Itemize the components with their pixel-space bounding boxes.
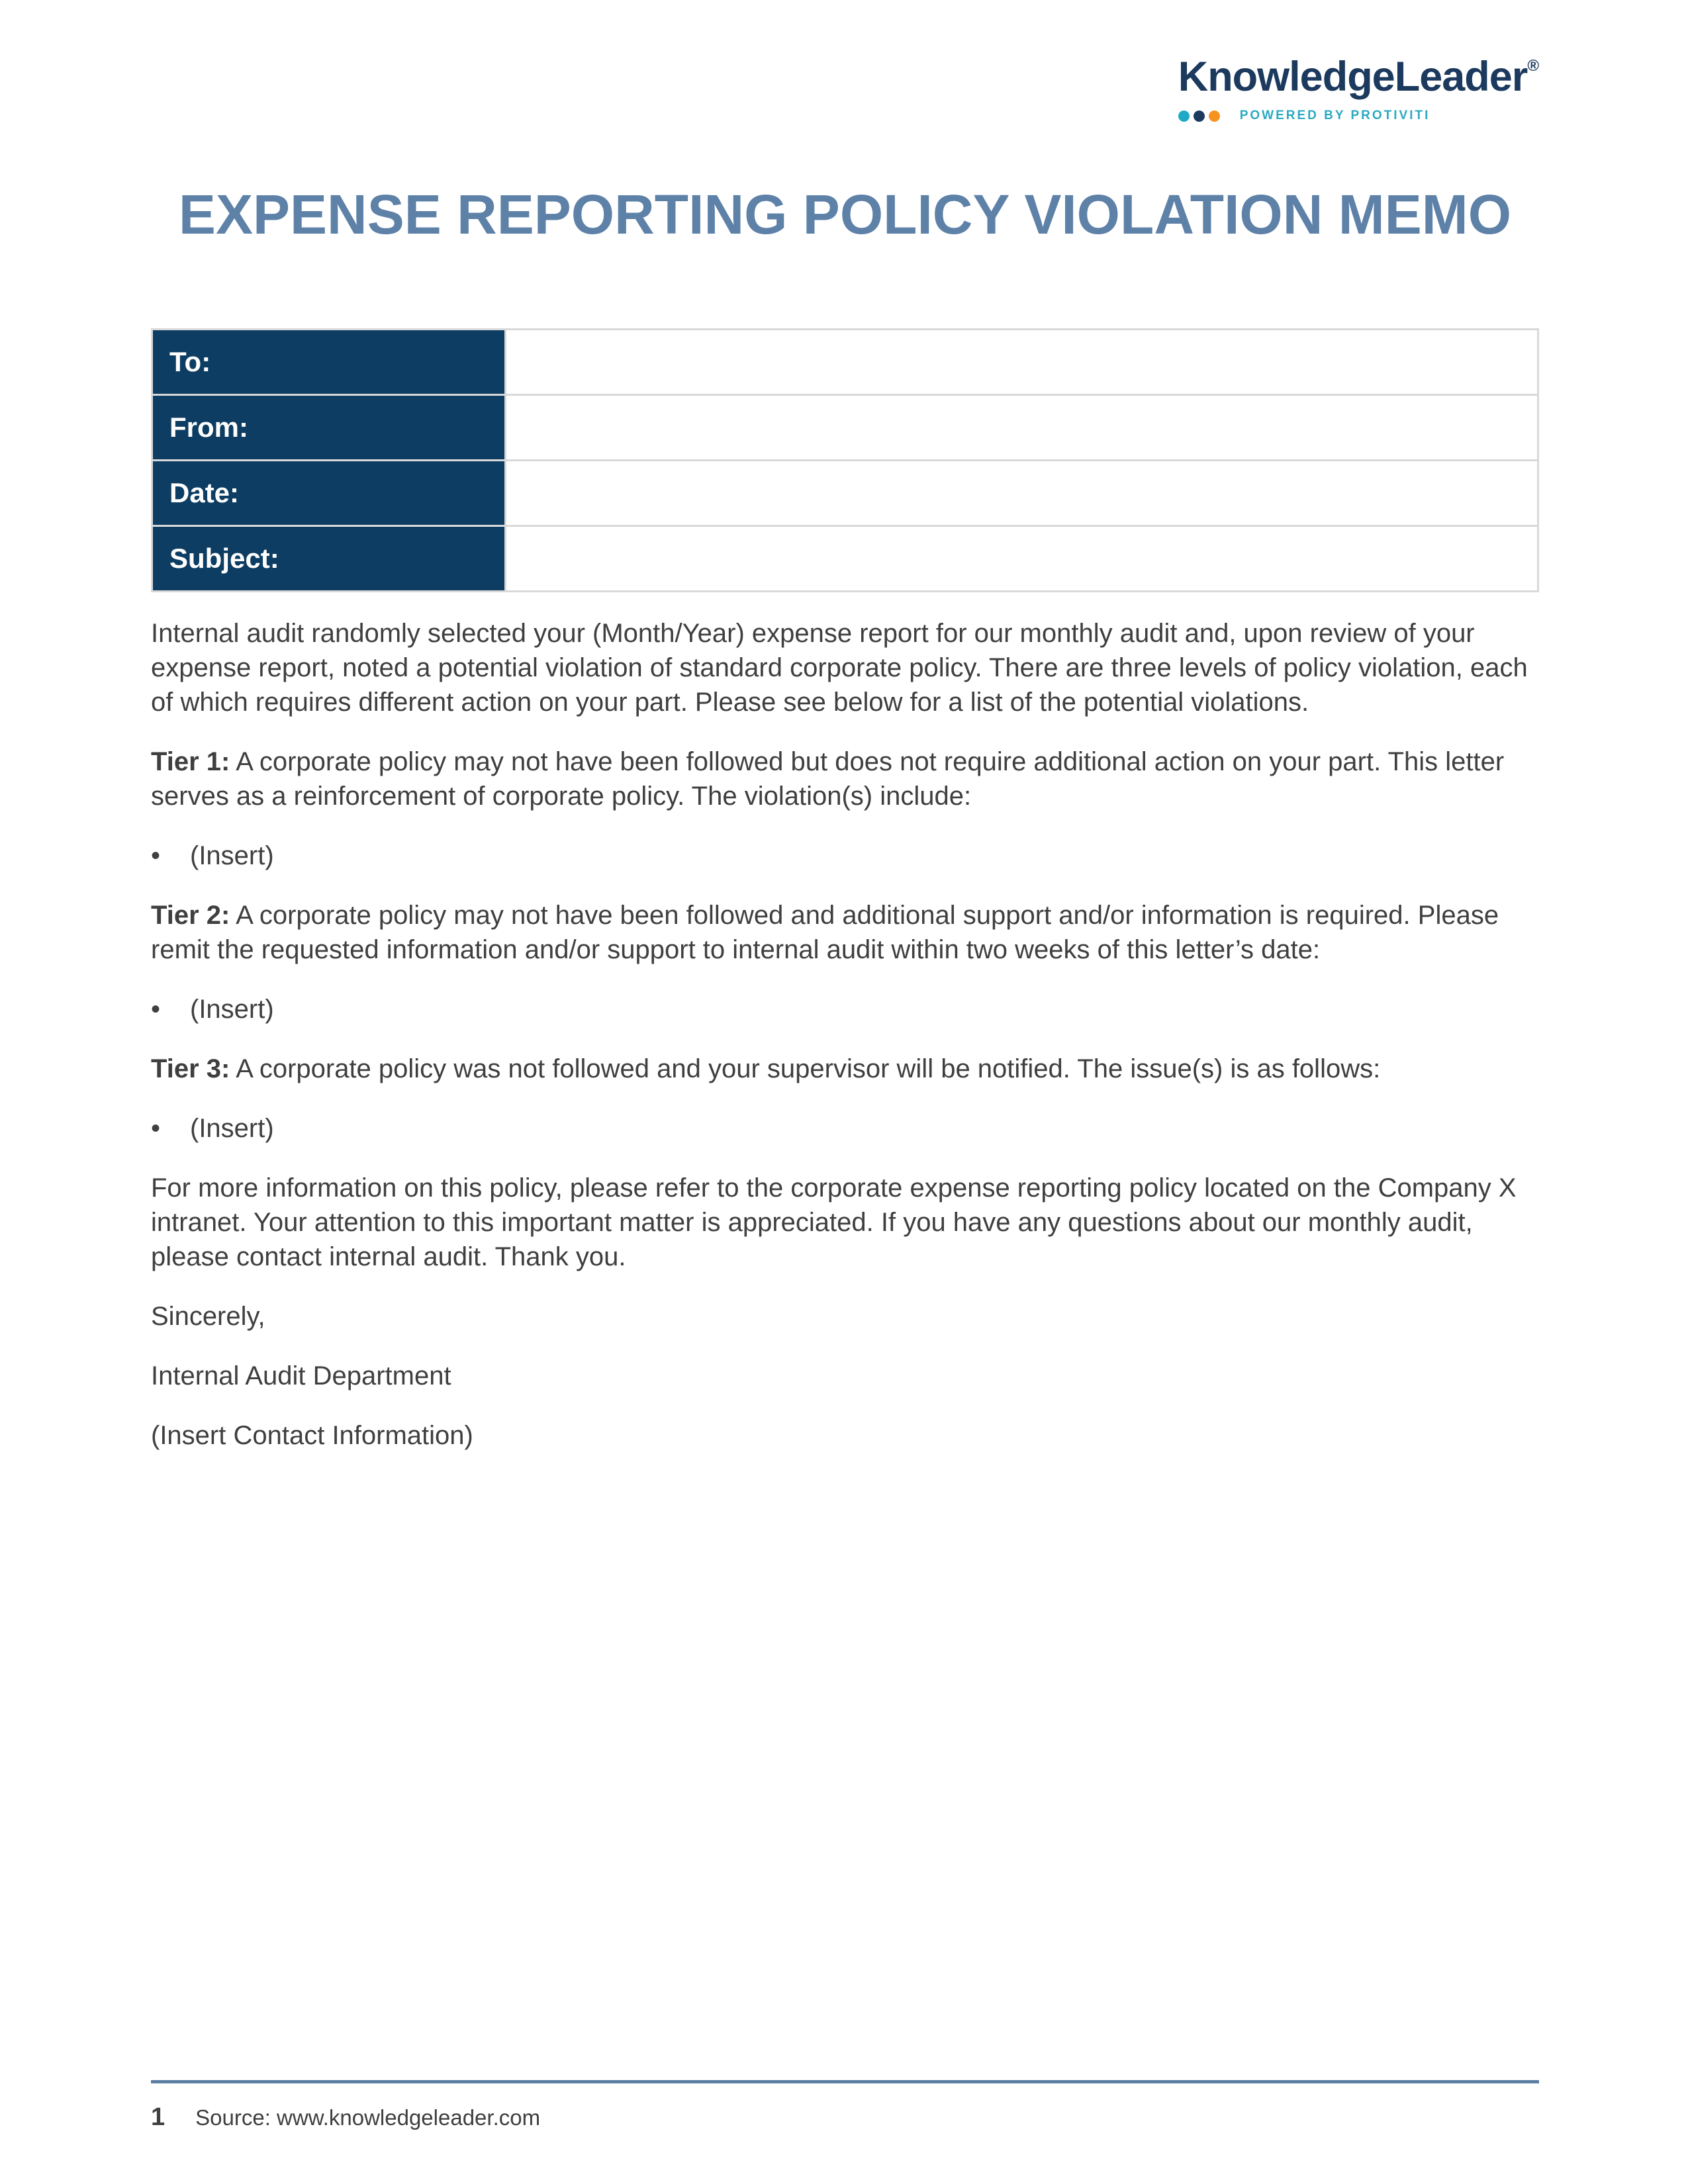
registered-trademark-symbol: ® bbox=[1527, 57, 1539, 75]
list-item bbox=[151, 992, 1539, 1026]
memo-header-table bbox=[151, 328, 1539, 592]
bullet-text: (Insert) bbox=[190, 995, 274, 1024]
logo-dot-teal-icon bbox=[1178, 111, 1190, 122]
logo-dot-navy-icon bbox=[1194, 111, 1205, 122]
date-label-cell: Date: bbox=[152, 461, 506, 526]
from-value-cell bbox=[506, 395, 1538, 461]
tier3-text: A corporate policy was not followed and your supervisor will be notified. The issue(s) is as follows: bbox=[230, 1054, 1381, 1083]
tier2-text: A corporate policy may not have been followed and additional support and/or information is required. Please remit the requested information and/or support to internal audit within two weeks of this letter’s date: bbox=[151, 901, 1499, 964]
subject-label-cell: Subject: bbox=[152, 526, 506, 592]
logo-dot-orange-icon bbox=[1209, 111, 1220, 122]
source-text: Source: www.knowledgeleader.com bbox=[195, 2105, 541, 2130]
contact-placeholder: (Insert Contact Information) bbox=[151, 1421, 473, 1450]
tier1-paragraph bbox=[151, 745, 1539, 813]
bullet-icon: • bbox=[151, 841, 161, 870]
page-header bbox=[0, 0, 1688, 123]
table-row bbox=[152, 461, 1538, 526]
tier1-text: A corporate policy may not have been followed but does not require additional action on your part. This letter serves as a reinforcement of corporate policy. The violation(s) include: bbox=[151, 747, 1505, 811]
intro-paragraph: Internal audit randomly selected your (Month/Year) expense report for our monthly audit and, upon review of your expense report, noted a potential violation of standard corporate policy. There are three levels of policy violation, each of which requires different action on your part. Please see below for a list of the potential violations. bbox=[151, 619, 1528, 717]
date-value-cell bbox=[506, 461, 1538, 526]
to-value-cell bbox=[506, 330, 1538, 395]
bullet-icon: • bbox=[151, 995, 161, 1024]
table-row bbox=[152, 330, 1538, 395]
tier2-paragraph bbox=[151, 898, 1539, 967]
to-label-cell: To: bbox=[152, 330, 506, 395]
subject-value-cell bbox=[506, 526, 1538, 592]
bullet-text: (Insert) bbox=[190, 1114, 274, 1143]
logo-wordmark bbox=[1178, 56, 1539, 98]
bullet-icon: • bbox=[151, 1114, 161, 1143]
table-row bbox=[152, 395, 1538, 461]
logo-wordmark-text: KnowledgeLeader bbox=[1178, 54, 1528, 100]
tier3-label: Tier 3: bbox=[151, 1054, 230, 1083]
page-number: 1 bbox=[151, 2103, 165, 2131]
footer-divider bbox=[151, 2080, 1539, 2083]
footer bbox=[151, 2103, 540, 2132]
bullet-text: (Insert) bbox=[190, 841, 274, 870]
from-label-cell: From: bbox=[152, 395, 506, 461]
memo-body bbox=[151, 616, 1539, 1453]
tier3-paragraph bbox=[151, 1052, 1539, 1086]
closing-paragraph: For more information on this policy, please refer to the corporate expense reporting policy located on the Company X intranet. Your attention to this important matter is appreciated. If you have any questions about our monthly audit, please contact internal audit. Thank you. bbox=[151, 1173, 1517, 1271]
page-title: EXPENSE REPORTING POLICY VIOLATION MEMO bbox=[178, 183, 1512, 246]
tier1-label: Tier 1: bbox=[151, 747, 230, 776]
table-row bbox=[152, 526, 1538, 592]
knowledgeleader-logo bbox=[1178, 56, 1539, 123]
list-item bbox=[151, 1111, 1539, 1146]
list-item bbox=[151, 839, 1539, 873]
signature: Internal Audit Department bbox=[151, 1361, 451, 1390]
tier2-label: Tier 2: bbox=[151, 901, 230, 930]
logo-tagline: POWERED BY PROTIVITI bbox=[1239, 109, 1430, 122]
logo-tagline-row bbox=[1178, 109, 1430, 123]
sign-off: Sincerely, bbox=[151, 1302, 265, 1331]
